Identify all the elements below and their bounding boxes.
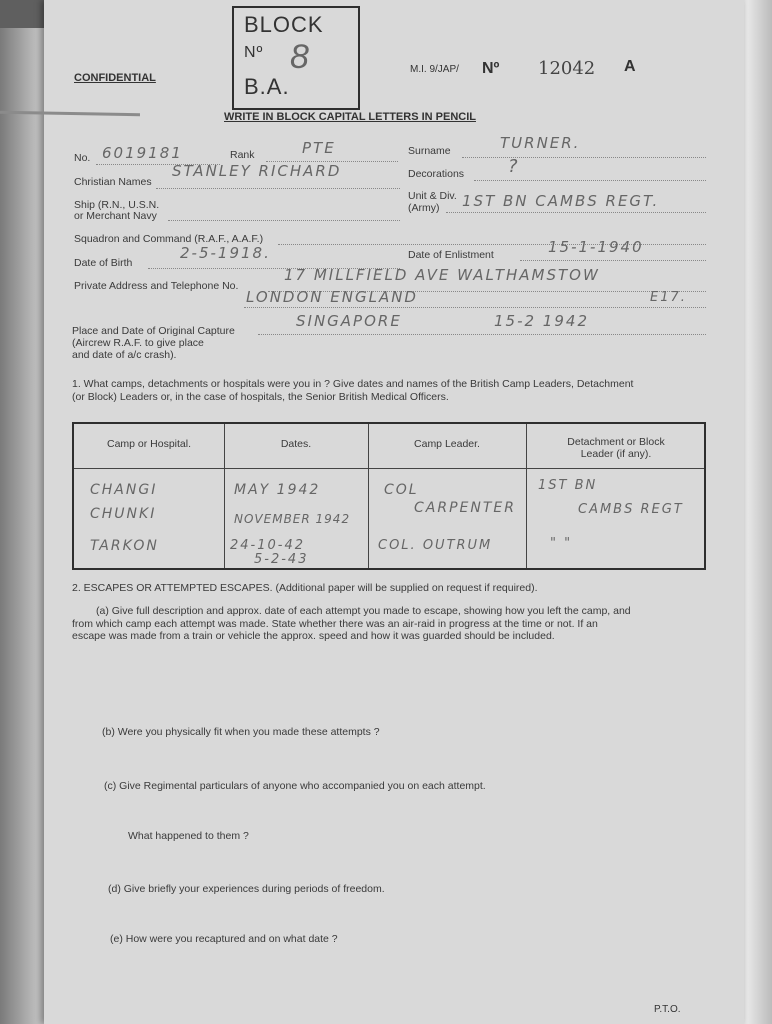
table-row-2-detachment: CAMBS REGT — [578, 502, 684, 517]
squadron-label: Squadron and Command (R.A.F., A.A.F.) — [74, 233, 264, 245]
series-letter: A — [624, 58, 636, 75]
question-2c: (c) Give Regimental particulars of anyone who accompanied you on each attempt. — [104, 780, 486, 792]
question-1-line-1: 1. What camps, detachments or hospitals were you in ? Give dates and names of the British Camp Leaders, Detachment — [72, 378, 634, 390]
dob-value: 2-5-1918. — [180, 244, 271, 262]
capture-date: 15-2 1942 — [494, 312, 589, 330]
table-row-2-leader: CARPENTER — [414, 500, 516, 516]
pencil-instruction: WRITE IN BLOCK CAPITAL LETTERS IN PENCIL — [224, 111, 476, 123]
table-row-2-camp: CHUNKI — [90, 506, 157, 522]
enlistment-value: 15-1-1940 — [548, 238, 644, 256]
service-number: 6019181 — [102, 144, 183, 162]
enlistment-label: Date of Enlistment — [408, 249, 494, 261]
unit-value: 1ST BN CAMBS REGT. — [462, 192, 660, 210]
rank-label: Rank — [230, 149, 255, 161]
table-row-3-camp: TARKON — [90, 538, 159, 554]
capture-crash-label: and date of a/c crash). — [72, 349, 177, 361]
capture-place: SINGAPORE — [296, 312, 402, 330]
ship-label: Ship (R.N., U.S.N. — [74, 199, 160, 211]
reference-code: M.I. 9/JAP/ — [410, 64, 459, 75]
merchant-navy-label: or Merchant Navy — [74, 210, 157, 222]
block-stamp — [232, 6, 360, 110]
stamp-no: Nº — [244, 44, 264, 61]
question-2c-sub: What happened to them ? — [128, 830, 249, 842]
no-label: No. — [74, 152, 91, 164]
header-detachment — [526, 436, 706, 460]
question-2a — [72, 605, 744, 643]
table-row-2-dates: NOVEMBER 1942 — [234, 512, 351, 526]
table-row-1-leader: COL — [384, 482, 419, 498]
question-2d: (d) Give briefly your experiences during periods of freedom. — [108, 883, 385, 895]
question-2b: (b) Were you physically fit when you made these attempts ? — [102, 726, 380, 738]
rank-value: PTE — [302, 139, 336, 157]
capture-aircrew-label: (Aircrew R.A.F. to give place — [72, 337, 204, 349]
header-dates: Dates. — [280, 438, 312, 450]
address-line-1: 17 MILLFIELD AVE WALTHAMSTOW — [284, 266, 600, 284]
serial-number: 12042 — [538, 58, 596, 79]
decorations-value: ? — [508, 156, 520, 177]
address-postcode: E17. — [650, 290, 687, 305]
question-2a-line-3: escape was made from a train or vehicle the approx. speed and how it was guarded should be included. — [72, 630, 555, 642]
table-row-3-detachment: " " — [550, 536, 573, 551]
number-label: Nº — [482, 60, 500, 77]
table-row-3-dates: 24-10-42 — [230, 538, 306, 553]
question-2e: (e) How were you recaptured and on what date ? — [110, 933, 338, 945]
question-1-line-2: (or Block) Leaders or, in the case of hospitals, the Senior British Medical Officers. — [72, 390, 449, 403]
pto-label: P.T.O. — [654, 1004, 681, 1015]
decorations-label: Decorations — [408, 168, 465, 180]
table-row-3-leader: COL. OUTRUM — [378, 538, 493, 553]
table-row-1-camp: CHANGI — [90, 482, 158, 498]
question-2a-line-1: (a) Give full description and approx. date of each attempt you made to escape, showing how you left the camp, and — [96, 605, 631, 617]
capture-label: Place and Date of Original Capture — [72, 325, 235, 337]
header-camp-leader: Camp Leader. — [414, 438, 480, 450]
surname-value: TURNER. — [500, 134, 581, 152]
christian-names-label: Christian Names — [74, 176, 152, 188]
header-detachment-line-1: Detachment or Block — [567, 436, 665, 448]
address-label: Private Address and Telephone No. — [74, 280, 239, 292]
christian-names-value: STANLEY RICHARD — [172, 162, 342, 180]
table-row-1-dates: MAY 1942 — [234, 482, 321, 498]
question-2a-line-2: from which camp each attempt was made. State whether there was an air-raid in progress at the time or not. If an — [72, 617, 598, 630]
question-2-title: 2. ESCAPES OR ATTEMPTED ESCAPES. (Additional paper will be supplied on request if required). — [72, 582, 538, 594]
camps-table — [72, 422, 706, 570]
form-page — [44, 0, 744, 1024]
unit-label: Unit & Div. — [408, 190, 457, 202]
stamp-block: BLOCK — [244, 12, 324, 37]
army-label: (Army) — [408, 202, 440, 214]
header-camp: Camp or Hospital. — [106, 438, 192, 450]
stamp-ba: B.A. — [244, 74, 290, 99]
confidential-label: CONFIDENTIAL — [74, 72, 156, 84]
question-1 — [72, 378, 744, 403]
table-row-1-detachment: 1ST BN — [538, 478, 598, 493]
address-line-2: LONDON ENGLAND — [246, 288, 418, 306]
header-detachment-line-2: Leader (if any). — [580, 448, 652, 460]
table-row-3-dates-extra: 5-2-43 — [254, 552, 309, 567]
surname-label: Surname — [408, 145, 451, 157]
dob-label: Date of Birth — [74, 257, 133, 269]
stamp-number: 8 — [290, 38, 310, 76]
